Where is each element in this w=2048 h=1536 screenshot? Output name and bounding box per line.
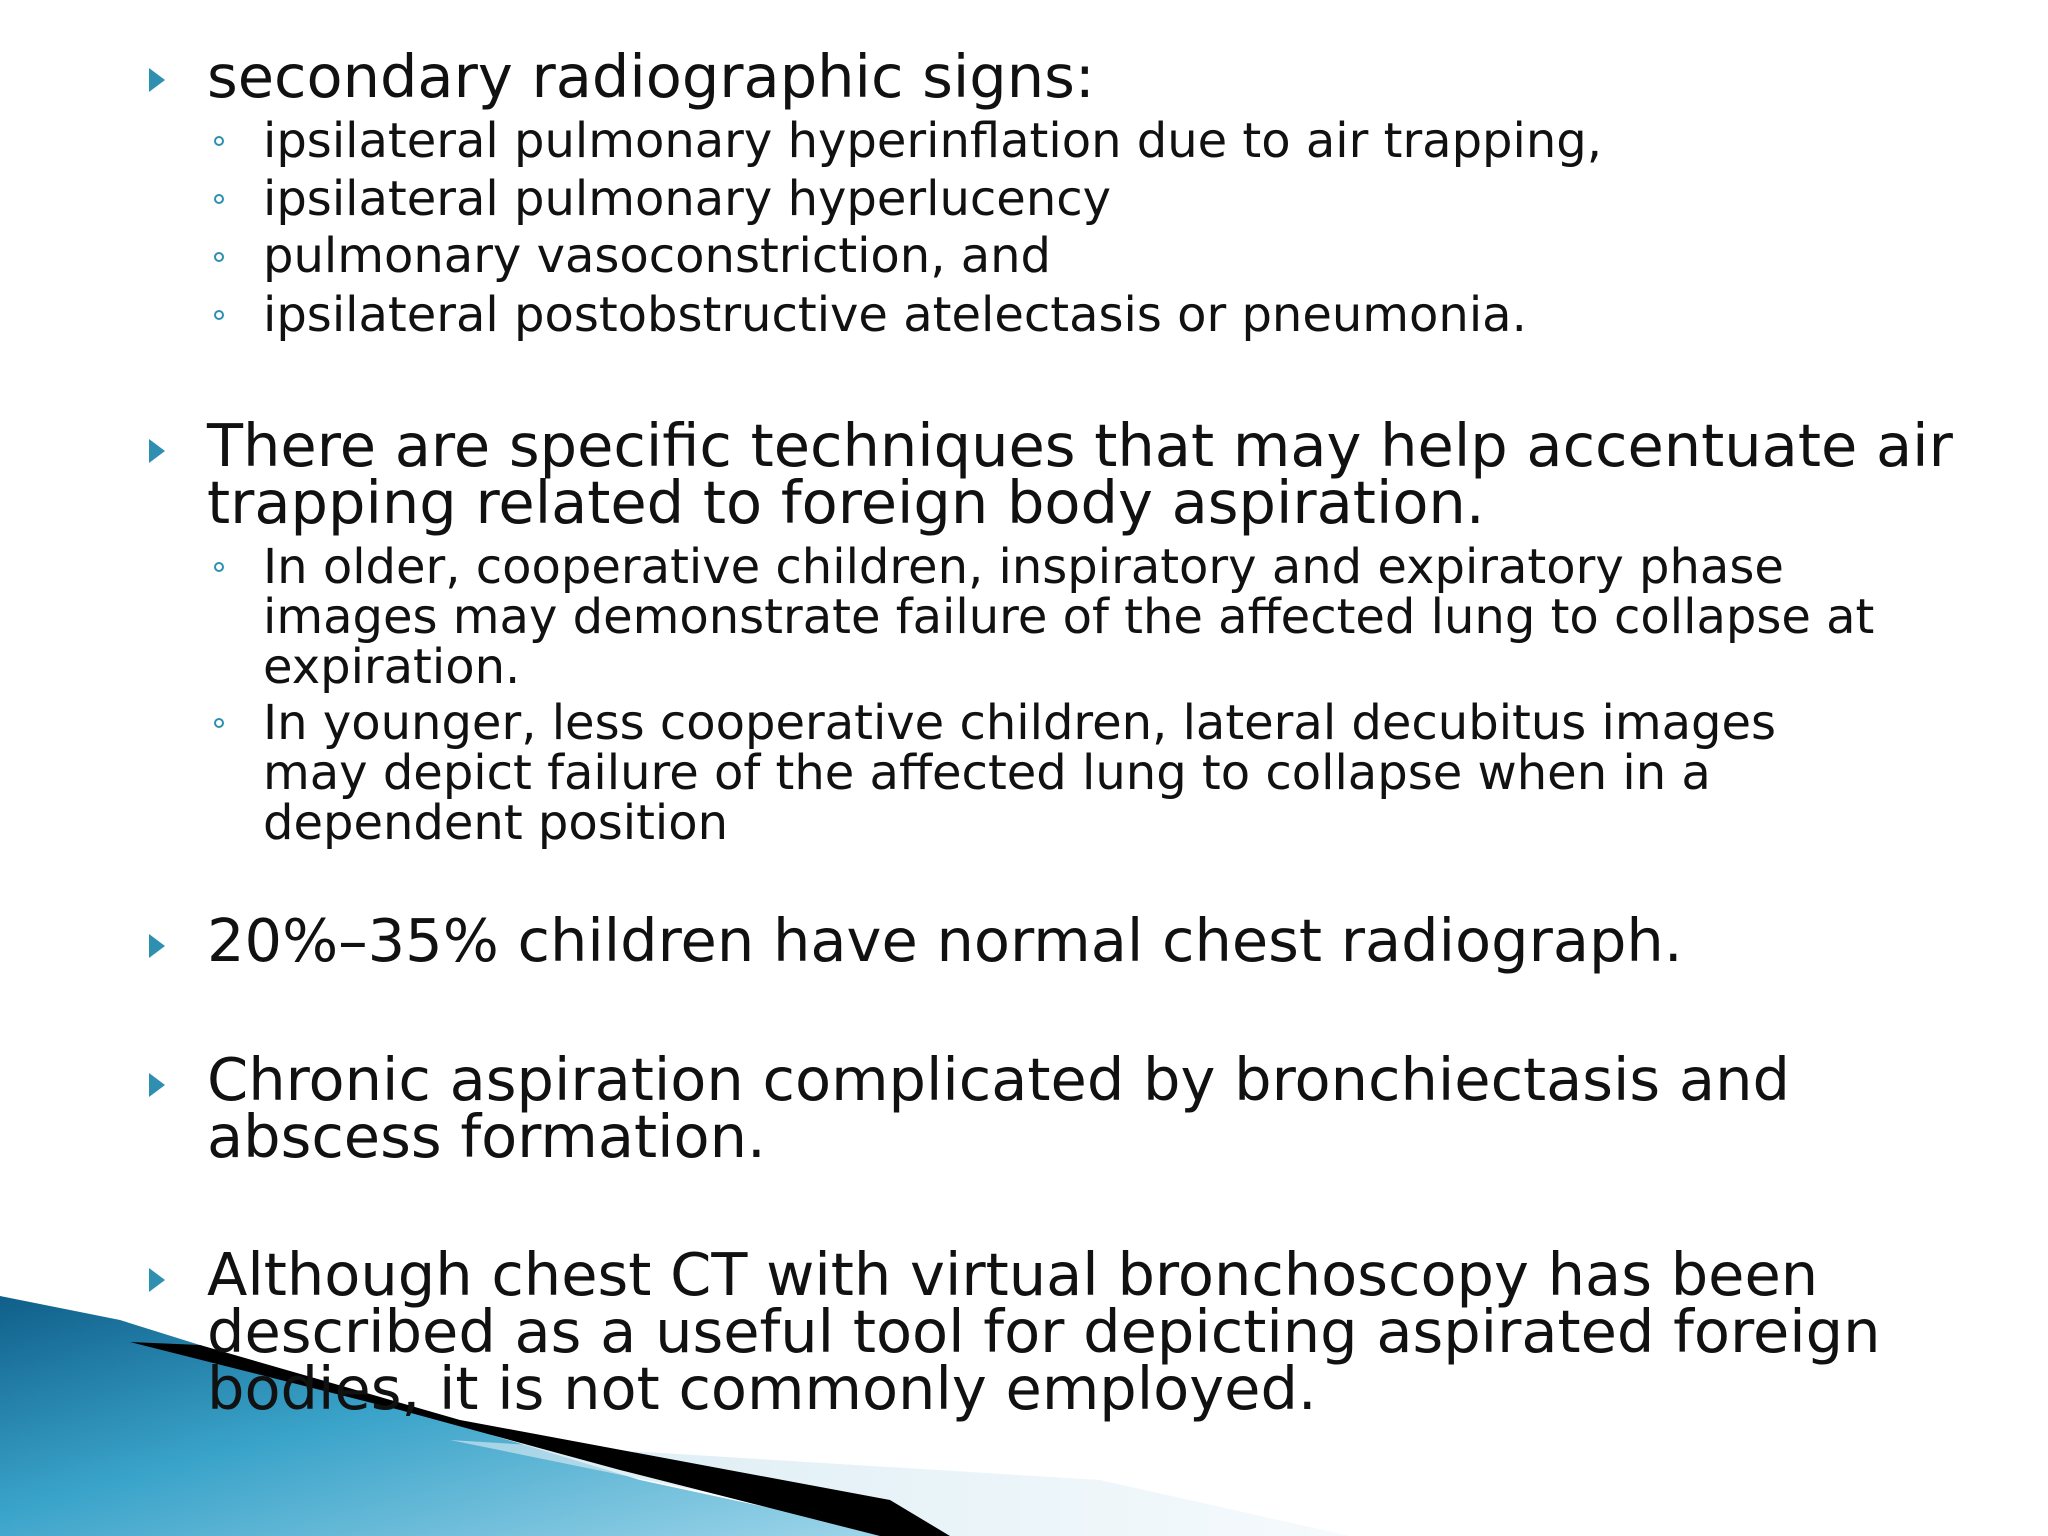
bullet-text-line: abscess formation. [207,1102,766,1171]
sub-bullet-text: pulmonary vasoconstriction, and [263,228,1052,284]
sub-bullet-text: ipsilateral pulmonary hyperinflation due to air trapping, [263,113,1603,169]
bullet-triangle-icon [149,439,165,463]
bullet-text: 20%–35% children have normal chest radiograph. [207,906,1683,975]
bullet-text-line: bodies, it is not commonly employed. [207,1354,1317,1423]
sub-bullet-text: ipsilateral postobstructive atelectasis or pneumonia. [263,287,1527,343]
sub-bullet-text: ipsilateral pulmonary hyperlucency [263,171,1112,227]
bullet-text-line: trapping related to foreign body aspiration. [207,468,1485,537]
sub-bullet-text-line: In older, cooperative children, inspiratory and expiratory phase [263,539,1784,595]
bullet-triangle-icon [149,934,165,958]
sub-bullet-circle-icon [214,562,224,572]
sub-bullet-circle-icon [214,252,224,262]
bullet-triangle-icon [149,1268,165,1292]
sub-bullet-text-line: dependent position [263,795,729,851]
bullet-triangle-icon [149,68,165,92]
bullet-text-line: There are specific techniques that may help accentuate air [207,411,1953,480]
sub-bullet-circle-icon [214,718,224,728]
bullet-text-line: Chronic aspiration complicated by bronchiectasis and [207,1045,1790,1114]
bullet-text-line: Although chest CT with virtual bronchoscopy has been [207,1240,1819,1309]
sub-bullet-circle-icon [214,194,224,204]
sub-bullet-text-line: may depict failure of the affected lung to collapse when in a [263,745,1711,801]
bullet-text-line: described as a useful tool for depicting aspirated foreign [207,1297,1881,1366]
sub-bullet-text-line: expiration. [263,639,521,695]
bullet-heading: secondary radiographic signs: [207,42,1095,111]
sub-bullet-text-line: images may demonstrate failure of the affected lung to collapse at [263,589,1875,645]
bullet-triangle-icon [149,1073,165,1097]
sub-bullet-circle-icon [214,310,224,320]
sub-bullet-circle-icon [214,136,224,146]
sub-bullet-text-line: In younger, less cooperative children, lateral decubitus images [263,695,1777,751]
